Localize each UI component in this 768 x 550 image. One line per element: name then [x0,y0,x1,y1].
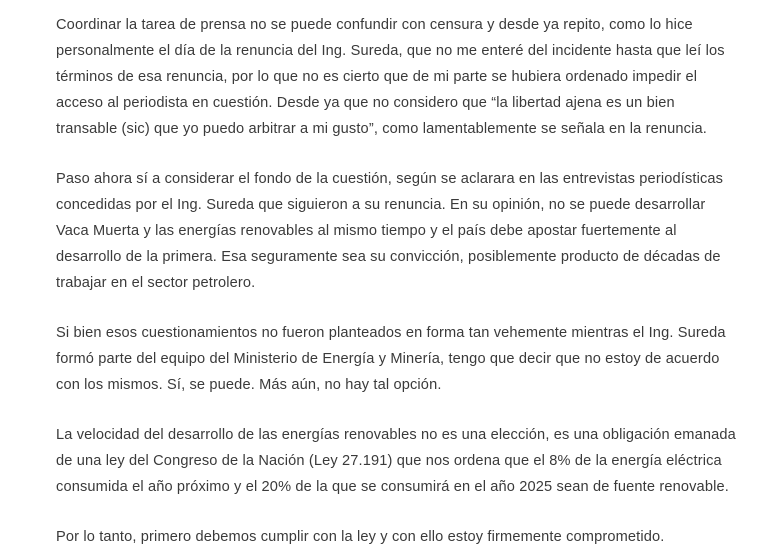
paragraph: Si bien esos cuestionamientos no fueron planteados en forma tan vehemente mientras el Ing. Sureda formó parte del equipo del Ministerio de Energía y Minería, tengo que decir que no estoy de acuerdo con los mismos. Sí, se puede. Más aún, no hay tal opción. [56,325,726,393]
paragraph: Paso ahora sí a considerar el fondo de la cuestión, según se aclarara en las entrevistas periodísticas concedidas por el Ing. Sureda que siguieron a su renuncia. En su opinión, no se puede desarrollar Vaca Muerta y las energías renovables al mismo tiempo y el país debe apostar fuertemente al desarrollo de la primera. Esa seguramente sea su convicción, posiblemente producto de décadas de trabajar en el sector petrolero. [56,171,724,291]
paragraph: Por lo tanto, primero debemos cumplir con la ley y con ello estoy firmemente comprometido. [56,529,665,545]
paragraph: Coordinar la tarea de prensa no se puede confundir con censura y desde ya repito, como lo hice personalmente el día de la renuncia del Ing. Sureda, que no me enteré del incidente hasta que leí los términos de esa renuncia, por lo que no es cierto que de mi parte se hubiera ordenado impedir el acceso al periodista en cuestión. Desde ya que no considero que “la libertad ajena es un bien transable (sic) que yo puedo arbitrar a mi gusto”, como lamentablemente se señala en la renuncia. [56,17,725,137]
paragraph: La velocidad del desarrollo de las energías renovables no es una elección, es una obligación emanada de una ley del Congreso de la Nación (Ley 27.191) que nos ordena que el 8% de la energía eléctrica consumida el año próximo y el 20% de la que se consumirá en el año 2025 sean de fuente renovable. [56,427,736,495]
